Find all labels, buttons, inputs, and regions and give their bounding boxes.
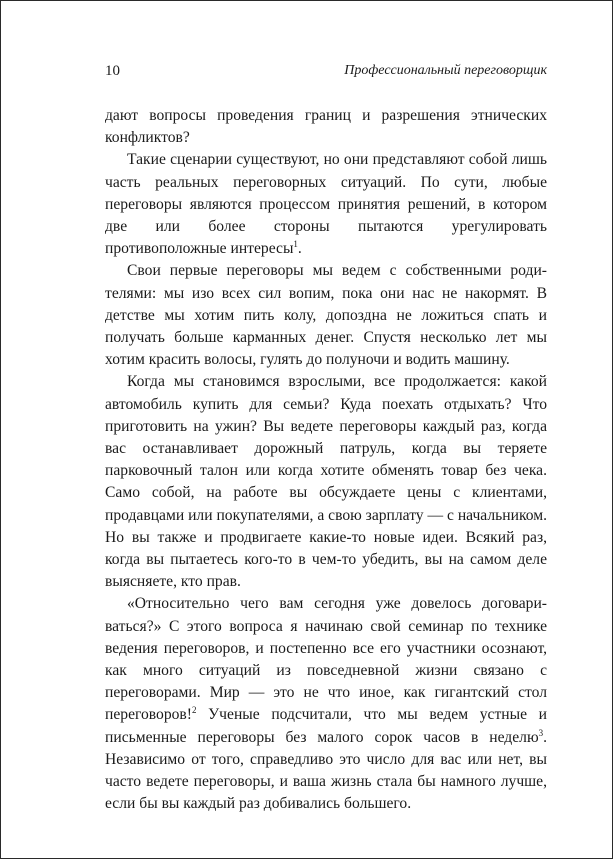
page-number: 10 bbox=[105, 63, 120, 79]
footnote-marker: 1 bbox=[293, 239, 298, 250]
paragraph bbox=[105, 105, 547, 149]
running-title: Профессиональный переговорщик bbox=[344, 63, 547, 78]
body-text bbox=[105, 105, 547, 816]
paragraph bbox=[105, 593, 547, 815]
paragraph-text: . bbox=[297, 240, 302, 258]
paragraph bbox=[105, 260, 547, 371]
paragraph bbox=[105, 149, 547, 260]
paragraph bbox=[105, 371, 547, 593]
running-head bbox=[105, 63, 547, 85]
footnote-marker: 3 bbox=[538, 727, 544, 738]
paragraph-text: дают вопросы проведения границ и разрешения этнических конфликтов? bbox=[105, 107, 547, 147]
paragraph-text: «Относительно чего вам сегодня уже довелось договариваться?» С этого вопроса я начинаю свой семинар по технике ведения переговоров, и постепенно все его участники осознают, как много ситуаций из повседневной жизни связано с переговорами. Мир — это не что иное, как гигантский стол переговоров! bbox=[105, 595, 547, 724]
paragraph-text: Свои первые переговоры мы ведем с собственными родителями: мы изо всех сил вопим, пока они нас не накормят. В детстве мы хотим пить колу, допоздна не ложиться спать и получать больше карманных денег. Спустя несколько лет мы хотим красить волосы, гулять до полуночи и водить машину. bbox=[105, 262, 547, 369]
paragraph-text: . Независимо от того, справедливо это число для вас или нет, вы часто ведете переговоры, и ваша жизнь стала бы намного лучше, если бы вы каждый раз добивались большего. bbox=[105, 728, 547, 813]
footnote-marker: 2 bbox=[192, 705, 197, 716]
paragraph-text: Ученые подсчитали, что мы ведем устные и письменные переговоры без малого сорок часов в неделю bbox=[105, 706, 547, 746]
paragraph-text: Такие сценарии существуют, но они представляют собой лишь часть реальных переговорных ситуаций. По сути, любые переговоры являются процессом принятия решений, в котором две или более стороны пытаются урегулировать противоположные интересы bbox=[105, 151, 547, 258]
paragraph-text: Когда мы становимся взрослыми, все продолжается: какой автомобиль купить для семьи? Куда поехать отдыхать? Что приготовить на ужин? Вы ведете переговоры каждый раз, когда вас останавливает дорожный патруль, когда вы теряете парковочный талон или когда хотите обменять товар без чека. Само собой, на работе вы обсуждаете цены с клиентами, продавцами или покупателями, а свою зарплату — с начальником. Но вы также и продвигаете какие-то новые идеи. Всякий раз, когда вы пытаетесь кого-то в чем-то убедить, вы на самом деле выясняете, кто прав. bbox=[105, 373, 547, 591]
